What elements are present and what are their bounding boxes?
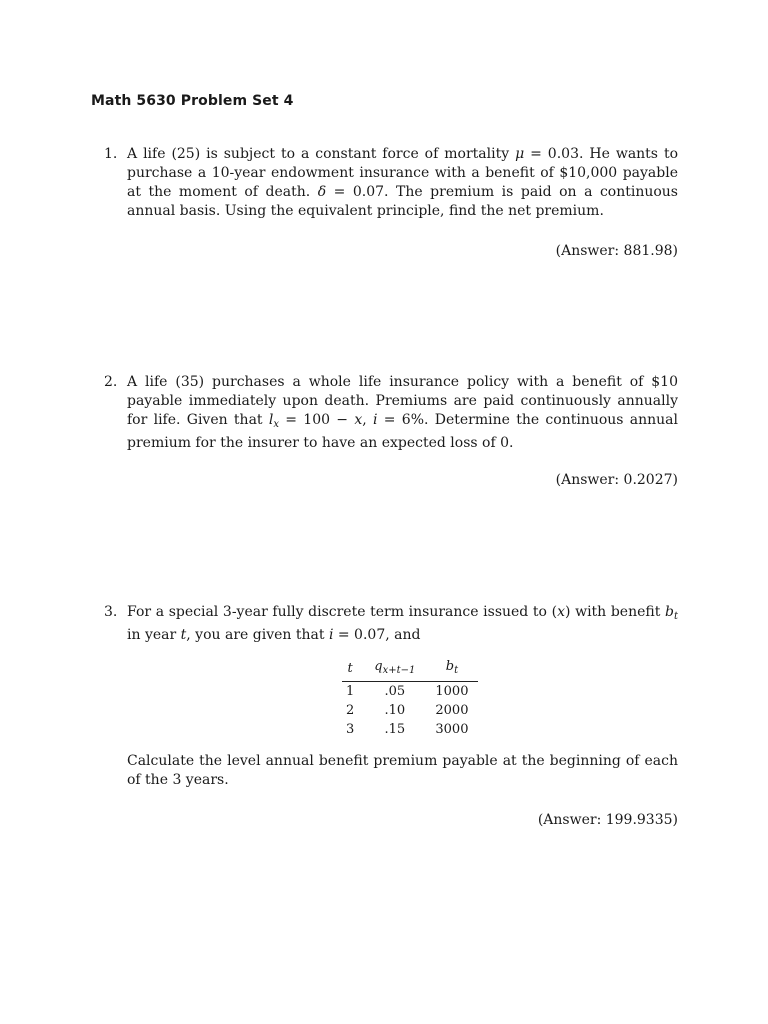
math-mu: μ xyxy=(515,146,525,162)
problem-1 xyxy=(104,145,678,221)
answer-2: (Answer: 0.2027) xyxy=(555,472,678,488)
problem-text: A life (35) purchases a whole life insurance policy with a benefit of $10 payable immediately upon death. Premiums are paid continuously annually for life. Given that $l_x = 100 - x$, i = 6%. Determine the continuous annual premium for the insurer to have an expected loss of 0. xyxy=(127,374,678,451)
math-x: x xyxy=(354,412,363,428)
table-header-row xyxy=(342,657,478,682)
table-header-q: $q_{x+t-1}$ xyxy=(364,657,425,682)
answer-3: (Answer: 199.9335) xyxy=(537,812,678,828)
problem-3 xyxy=(104,603,678,645)
problem-number: 3. xyxy=(104,604,118,620)
math-l: l xyxy=(268,412,274,428)
mortality-benefit-table xyxy=(342,657,478,739)
table-row: 3 .15 3000 xyxy=(346,722,469,737)
problem-number: 1. xyxy=(104,146,118,162)
problem-number: 2. xyxy=(104,374,118,390)
math-delta: δ xyxy=(317,184,327,200)
answer-1: (Answer: 881.98) xyxy=(555,243,678,259)
problem-text: A life (25) is subject to a constant force of mortality μ = 0.03. He wants to purchase a 10-year endowment insurance with a benefit of $10,000 payable at the moment of death. δ = 0.07. The premium is paid on a continuous annual basis. Using the equivalent principle, find the net premium. xyxy=(127,146,678,219)
problem-3-instruction: Calculate the level annual benefit premium payable at the beginning of each of the 3 years. xyxy=(127,753,678,788)
problem-2 xyxy=(104,373,678,453)
problem-text: For a special 3-year fully discrete term insurance issued to (x) with benefit $b_t$ in year t, you are given that i = 0.07, and xyxy=(127,604,678,643)
math-i: i xyxy=(372,412,378,428)
table-header-b: $b_t$ xyxy=(425,657,478,682)
page-title: Math 5630 Problem Set 4 xyxy=(91,93,294,109)
table-row: 1 .05 1000 xyxy=(346,684,469,699)
table-header-t: t xyxy=(342,657,364,682)
table-row: 2 .10 2000 xyxy=(346,703,469,718)
